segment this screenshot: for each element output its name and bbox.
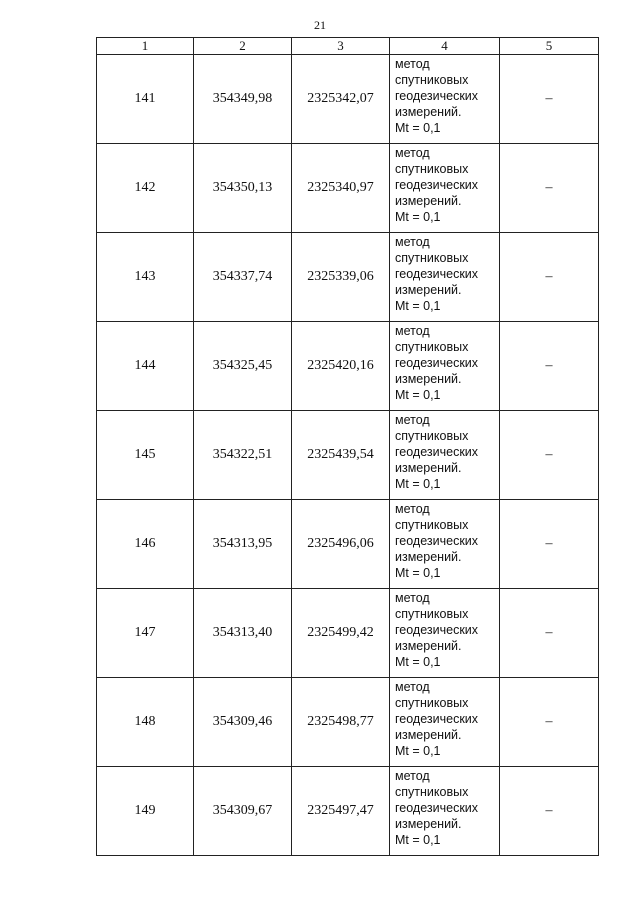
method-line: Mt = 0,1	[395, 121, 441, 135]
method-line: измерений.	[395, 283, 462, 297]
method-cell	[390, 411, 500, 500]
coordinates-table	[96, 37, 599, 856]
method-cell	[390, 55, 500, 144]
note-cell: –	[500, 500, 599, 589]
column-header-3: 3	[292, 38, 390, 55]
method-cell	[390, 678, 500, 767]
method-line: геодезических	[395, 712, 479, 726]
method-line: спутниковых	[395, 162, 469, 176]
method-line: геодезических	[395, 178, 479, 192]
table-row	[97, 767, 599, 856]
note-cell: –	[500, 589, 599, 678]
header-row	[97, 38, 599, 55]
table-body	[97, 55, 599, 856]
method-cell	[390, 589, 500, 678]
page-number: 21	[314, 18, 326, 32]
x-coordinate-cell: 354325,45	[194, 322, 292, 411]
method-line: геодезических	[395, 267, 479, 281]
method-line: метод	[395, 57, 430, 71]
method-cell	[390, 233, 500, 322]
note-cell: –	[500, 144, 599, 233]
x-coordinate-cell: 354337,74	[194, 233, 292, 322]
method-line: спутниковых	[395, 696, 469, 710]
note-cell: –	[500, 767, 599, 856]
point-cell: 142	[97, 144, 194, 233]
table-row	[97, 144, 599, 233]
method-line: геодезических	[395, 801, 479, 815]
method-line: Mt = 0,1	[395, 477, 441, 491]
method-line: измерений.	[395, 817, 462, 831]
x-coordinate-cell: 354309,67	[194, 767, 292, 856]
note-cell: –	[500, 678, 599, 767]
method-line: спутниковых	[395, 73, 469, 87]
y-coordinate-cell: 2325339,06	[292, 233, 390, 322]
y-coordinate-cell: 2325439,54	[292, 411, 390, 500]
note-cell: –	[500, 55, 599, 144]
method-cell	[390, 500, 500, 589]
method-line: геодезических	[395, 356, 479, 370]
y-coordinate-cell: 2325499,42	[292, 589, 390, 678]
method-line: метод	[395, 413, 430, 427]
method-line: Mt = 0,1	[395, 833, 441, 847]
method-line: Mt = 0,1	[395, 566, 441, 580]
x-coordinate-cell: 354313,40	[194, 589, 292, 678]
x-coordinate-cell: 354309,46	[194, 678, 292, 767]
method-line: измерений.	[395, 105, 462, 119]
method-cell	[390, 322, 500, 411]
point-cell: 148	[97, 678, 194, 767]
method-line: метод	[395, 769, 430, 783]
point-cell: 143	[97, 233, 194, 322]
method-cell	[390, 144, 500, 233]
method-line: геодезических	[395, 445, 479, 459]
y-coordinate-cell: 2325497,47	[292, 767, 390, 856]
x-coordinate-cell: 354349,98	[194, 55, 292, 144]
table-row	[97, 55, 599, 144]
method-line: измерений.	[395, 461, 462, 475]
method-line: геодезических	[395, 534, 479, 548]
y-coordinate-cell: 2325342,07	[292, 55, 390, 144]
column-header-5: 5	[500, 38, 599, 55]
y-coordinate-cell: 2325496,06	[292, 500, 390, 589]
method-line: Mt = 0,1	[395, 655, 441, 669]
method-line: метод	[395, 324, 430, 338]
column-header-4: 4	[390, 38, 500, 55]
y-coordinate-cell: 2325498,77	[292, 678, 390, 767]
method-cell	[390, 767, 500, 856]
method-line: спутниковых	[395, 429, 469, 443]
point-cell: 141	[97, 55, 194, 144]
table-row	[97, 589, 599, 678]
point-cell: 145	[97, 411, 194, 500]
table-row	[97, 411, 599, 500]
table-row	[97, 678, 599, 767]
method-line: измерений.	[395, 728, 462, 742]
method-line: измерений.	[395, 550, 462, 564]
method-line: метод	[395, 235, 430, 249]
method-line: измерений.	[395, 639, 462, 653]
y-coordinate-cell: 2325340,97	[292, 144, 390, 233]
method-line: Mt = 0,1	[395, 299, 441, 313]
note-cell: –	[500, 322, 599, 411]
table-header	[97, 38, 599, 55]
method-line: спутниковых	[395, 251, 469, 265]
method-line: Mt = 0,1	[395, 744, 441, 758]
method-line: метод	[395, 680, 430, 694]
point-cell: 147	[97, 589, 194, 678]
x-coordinate-cell: 354350,13	[194, 144, 292, 233]
note-cell: –	[500, 411, 599, 500]
note-cell: –	[500, 233, 599, 322]
x-coordinate-cell: 354313,95	[194, 500, 292, 589]
table-row	[97, 322, 599, 411]
method-line: геодезических	[395, 623, 479, 637]
method-line: спутниковых	[395, 340, 469, 354]
point-cell: 144	[97, 322, 194, 411]
point-cell: 149	[97, 767, 194, 856]
method-line: спутниковых	[395, 785, 469, 799]
method-line: метод	[395, 591, 430, 605]
method-line: метод	[395, 502, 430, 516]
table-row	[97, 233, 599, 322]
method-line: спутниковых	[395, 607, 469, 621]
table-row	[97, 500, 599, 589]
method-line: геодезических	[395, 89, 479, 103]
column-header-1: 1	[97, 38, 194, 55]
method-line: Mt = 0,1	[395, 210, 441, 224]
point-cell: 146	[97, 500, 194, 589]
x-coordinate-cell: 354322,51	[194, 411, 292, 500]
method-line: Mt = 0,1	[395, 388, 441, 402]
method-line: измерений.	[395, 194, 462, 208]
column-header-2: 2	[194, 38, 292, 55]
method-line: спутниковых	[395, 518, 469, 532]
method-line: метод	[395, 146, 430, 160]
y-coordinate-cell: 2325420,16	[292, 322, 390, 411]
method-line: измерений.	[395, 372, 462, 386]
